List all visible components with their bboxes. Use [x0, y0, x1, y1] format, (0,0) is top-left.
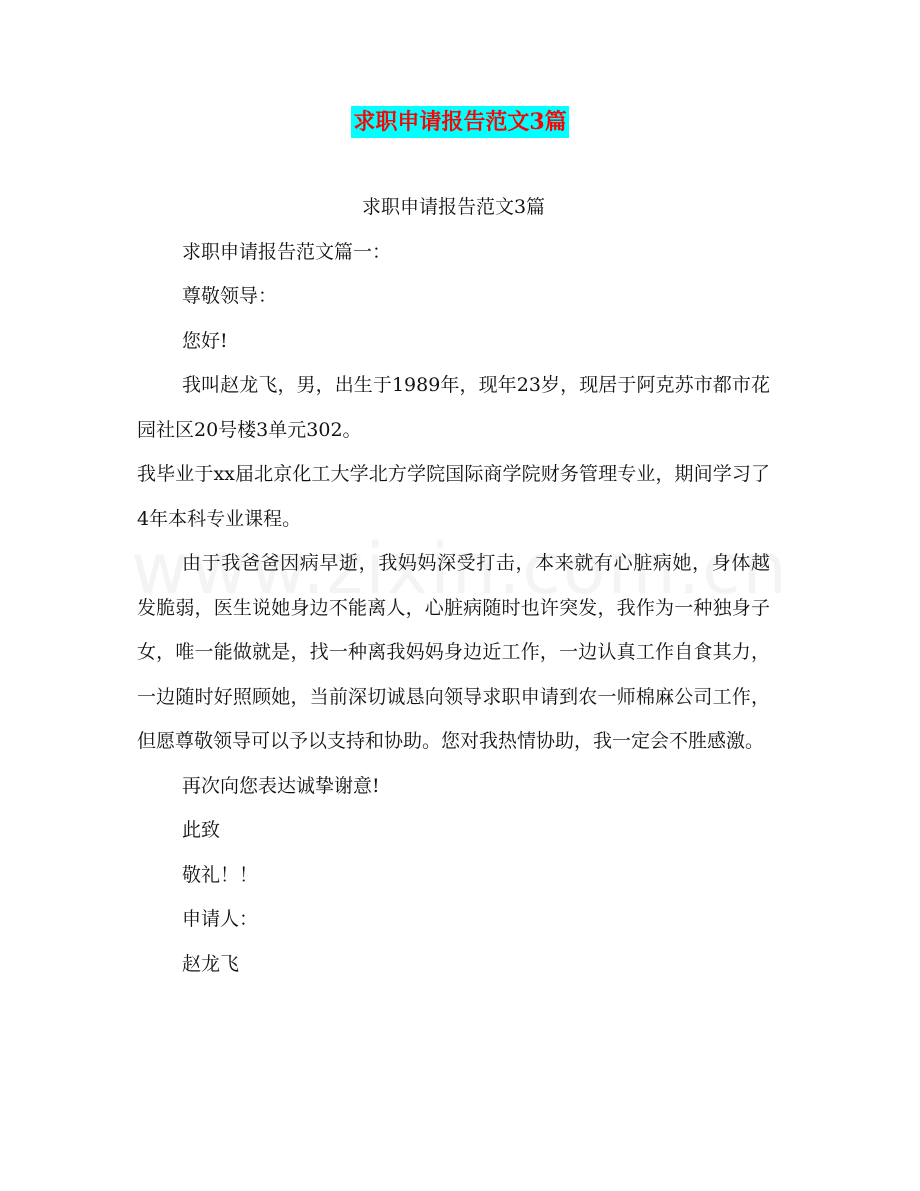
greeting: 您好!: [182, 329, 228, 352]
section-heading: 求职申请报告范文篇一：: [182, 240, 392, 263]
document-subtitle: 求职申请报告范文3篇: [361, 196, 546, 218]
document-title-text: 求职申请报告范文3篇: [351, 106, 568, 138]
applicant-label: 申请人：: [182, 908, 259, 930]
paragraph-thanks: 再次向您表达诚挚谢意!: [182, 774, 380, 797]
salutation: 尊敬领导：: [182, 285, 278, 307]
paragraph-intro: 我叫赵龙飞，男，出生于1989年，现年23岁，现居于阿克苏市都市花园社区20号楼3单元302。: [137, 374, 770, 441]
document-body: [137, 185, 770, 986]
regards: 敬礼！！: [182, 863, 259, 886]
paragraph-reason: 由于我爸爸因病早逝，我妈妈深受打击，本来就有心脏病她，身体越发脆弱，医生说她身边不能离人，心脏病随时也许突发，我作为一种独身子女，唯一能做就是，找一种离我妈妈身边近工作，一边认真工作自食其力，一边随时好照顾她，当前深切诚恳向领导求职申请到农一师棉麻公司工作，但愿尊敬领导可以予以支持和协助。您对我热情协助，我一定会不胜感激。: [137, 552, 770, 752]
closing: 此致: [182, 819, 221, 841]
applicant-name: 赵龙飞: [182, 952, 240, 975]
paragraph-education: 我毕业于xx届北京化工大学北方学院国际商学院财务管理专业，期间学习了4年本科专业课程。: [137, 463, 770, 530]
document-title: [0, 107, 920, 137]
